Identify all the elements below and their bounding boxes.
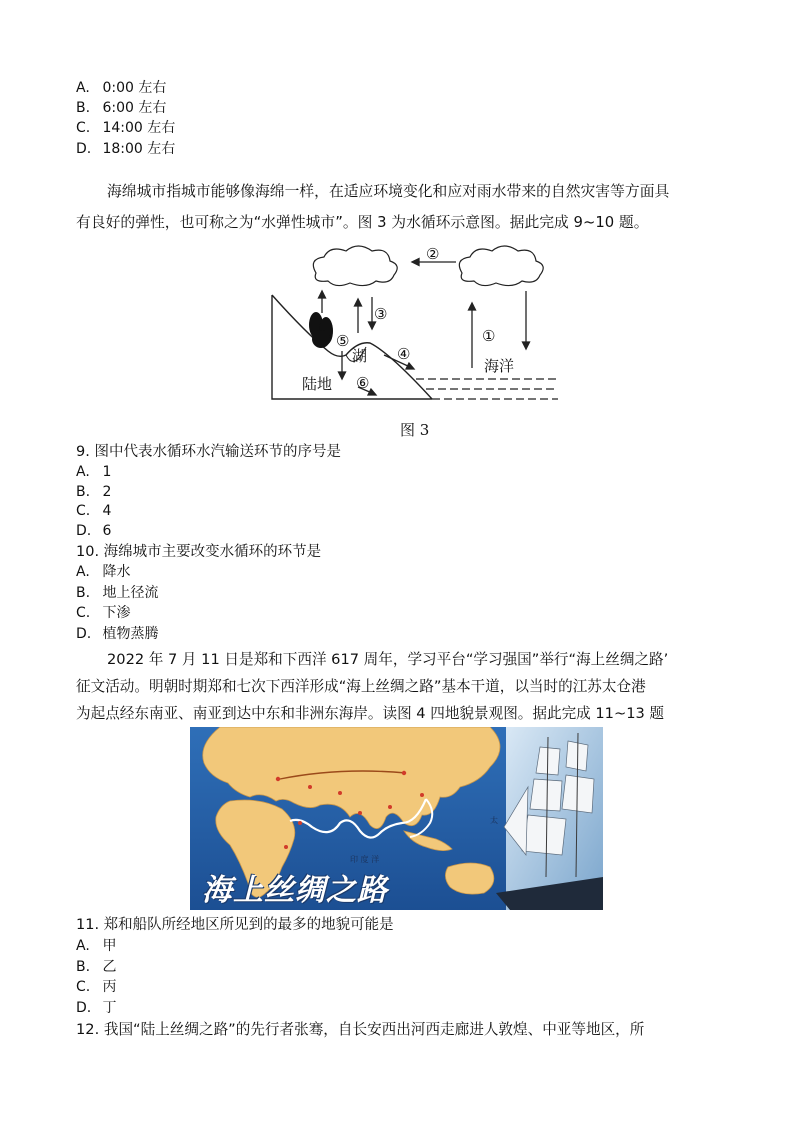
q10-option-a: A. 降水 xyxy=(76,564,131,580)
arrow-transpiration xyxy=(319,291,326,313)
q8-option-b: B. 6:00 左右 xyxy=(76,100,167,116)
q11-option-b: B. 乙 xyxy=(76,959,117,975)
label-6: ⑥ xyxy=(356,374,370,392)
q8-option-a: A. 0:00 左右 xyxy=(76,80,167,96)
q11-stem: 11. 郑和船队所经地区所见到的最多的地貌可能是 xyxy=(76,917,394,933)
label-lake: 湖 xyxy=(352,347,368,365)
q11-option-a: A. 甲 xyxy=(76,938,117,954)
tree-icon xyxy=(309,312,333,348)
q9-option-c: C. 4 xyxy=(76,503,112,519)
label-1: ① xyxy=(482,327,496,345)
q8-option-d: D. 18:00 左右 xyxy=(76,141,176,157)
q11-option-d: D. 丁 xyxy=(76,1000,117,1016)
q10-option-c: C. 下渗 xyxy=(76,605,131,621)
q8-option-c: C. 14:00 左右 xyxy=(76,120,176,136)
q10-stem: 10. 海绵城市主要改变水循环的环节是 xyxy=(76,544,322,560)
label-5: ⑤ xyxy=(336,332,350,350)
map-title: 海上丝绸之路 xyxy=(202,873,388,908)
pacific-label: 太 xyxy=(490,816,498,825)
cloud-left xyxy=(313,246,397,286)
arrow-1 xyxy=(469,303,476,368)
cloud-right xyxy=(459,246,543,286)
q9-option-b: B. 2 xyxy=(76,484,112,500)
figure-3-caption: 图 3 xyxy=(400,421,430,439)
label-2: ② xyxy=(426,245,440,263)
indian-ocean-label: 印 度 洋 xyxy=(350,855,380,864)
passage-sponge-city: 海绵城市指城市能够像海绵一样，在适应环境变化和应对雨水带来的自然灾害等方面具 有良好的弹性，也可称之为“水弹性城市”。图 3 为水循环示意图。据此完成 9~10 题。 xyxy=(76,183,670,231)
q11-option-c: C. 丙 xyxy=(76,979,117,995)
q10-option-b: B. 地上径流 xyxy=(76,585,159,601)
q9-option-a: A. 1 xyxy=(76,464,112,480)
label-3: ③ xyxy=(374,305,388,323)
q10-option-d: D. 植物蒸腾 xyxy=(76,626,159,642)
q9-stem: 9. 图中代表水循环水汽输送环节的序号是 xyxy=(76,444,341,460)
ocean-surface xyxy=(416,379,558,399)
arrow-3 xyxy=(355,297,376,333)
q12-stem: 12. 我国“陆上丝绸之路”的先行者张骞，自长安西出河西走廊进人敦煌、中亚等地区，所 xyxy=(76,1021,645,1038)
maritime-silk-road-map xyxy=(190,727,603,910)
label-ocean: 海洋 xyxy=(484,357,515,375)
label-land: 陆地 xyxy=(302,375,333,393)
label-4: ④ xyxy=(397,345,411,363)
passage-silk-road: 2022 年 7 月 11 日是郑和下西洋 617 周年，学习平台“学习强国”举行“海上丝绸之路’ 征文活动。明朝时期郑和七次下西洋形成“海上丝绸之路”基本干道，以当时的江苏太仓港 为起点经东南亚、南亚到达中东和非洲东海岸。读图 4 四地貌景观图。据此完成 11~13 题 xyxy=(76,651,669,722)
q9-option-d: D. 6 xyxy=(76,523,112,539)
arrow-ocean-precip xyxy=(523,291,530,349)
water-cycle-diagram xyxy=(266,243,566,408)
